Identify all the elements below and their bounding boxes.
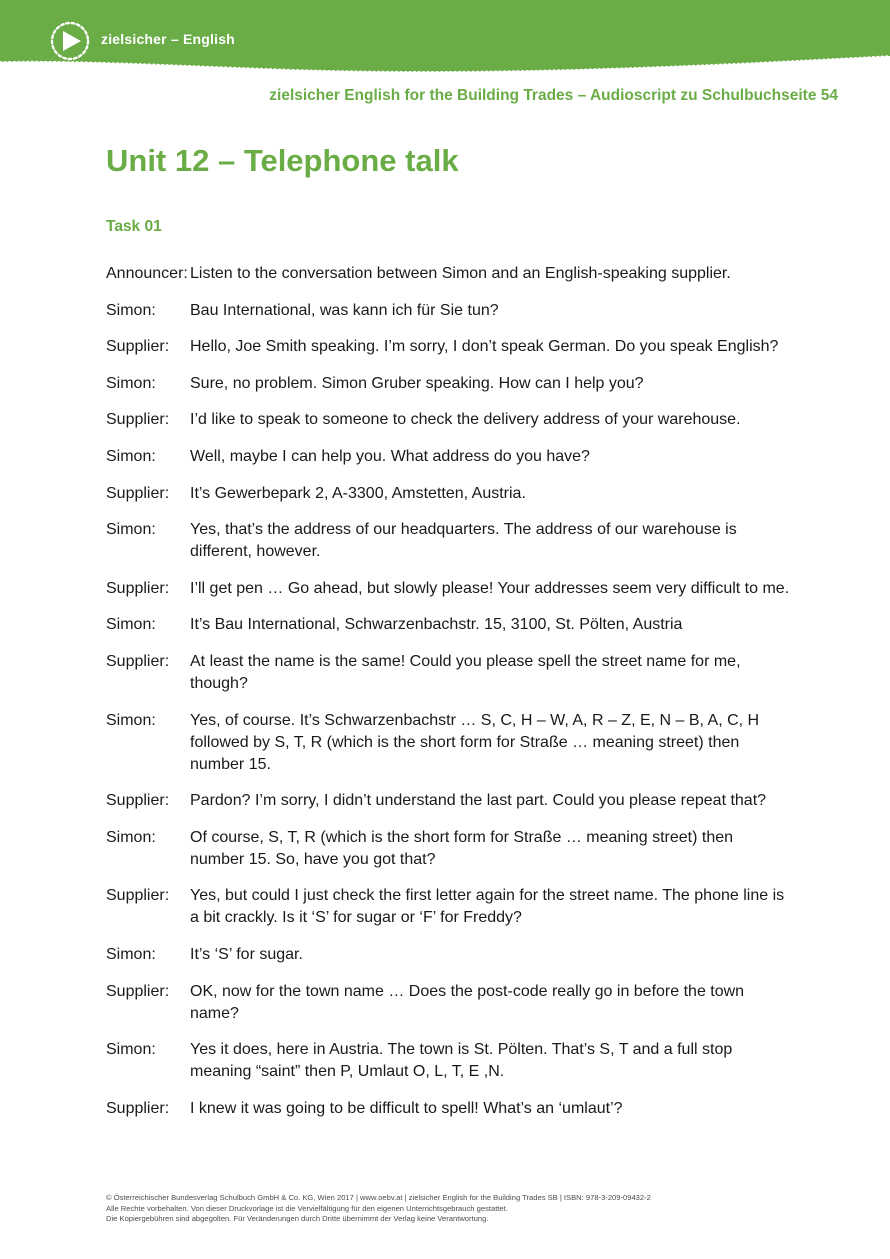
speech-text: It’s Gewerbepark 2, A-3300, Amstetten, Austria.	[190, 484, 526, 502]
speaker-label: Supplier:	[106, 652, 170, 670]
brand-name: zielsicher – English	[101, 31, 235, 47]
speaker-label: Supplier:	[106, 484, 170, 502]
dialogue-line	[106, 827, 806, 871]
copyright-footer	[106, 1193, 846, 1225]
speaker-label: Simon:	[106, 828, 156, 846]
speaker-label: Simon:	[106, 447, 156, 465]
speech-text: Pardon? I’m sorry, I didn’t understand the last part. Could you please repeat that?	[190, 792, 767, 810]
dialogue-line	[106, 614, 806, 636]
dialogue-line	[106, 263, 806, 285]
speech-text: OK, now for the town name … Does the post-code really go in before the town name?	[190, 982, 745, 1022]
dialogue-transcript	[106, 263, 806, 1134]
dialogue-line	[106, 483, 806, 505]
speech-text: I’d like to speak to someone to check the delivery address of your warehouse.	[190, 411, 741, 429]
speech-text: Listen to the conversation between Simon and an English-speaking supplier.	[190, 265, 731, 282]
speaker-label: Simon:	[106, 945, 156, 963]
speech-text: I knew it was going to be difficult to spell! What’s an ‘umlaut’?	[190, 1099, 623, 1117]
dialogue-line	[106, 336, 806, 358]
speaker-label: Simon:	[106, 301, 156, 319]
dialogue-line	[106, 885, 806, 929]
speaker-label: Announcer:	[106, 265, 188, 282]
speech-text: Yes, that’s the address of our headquarters. The address of our warehouse is different, however.	[190, 521, 737, 561]
speech-text: It’s ‘S’ for sugar.	[190, 945, 303, 963]
footer-line-rights: Alle Rechte vorbehalten. Von dieser Druckvorlage ist die Vervielfältigung für den eigenen Unterrichtsgebrauch gestattet.	[106, 1203, 508, 1213]
speaker-label: Supplier:	[106, 982, 170, 1000]
dialogue-line	[106, 446, 806, 468]
document-header-title: zielsicher English for the Building Trades – Audioscript zu Schulbuchseite 54	[269, 87, 838, 104]
dialogue-line	[106, 944, 806, 966]
page-title: Unit 12 – Telephone talk	[106, 143, 459, 178]
speech-text: At least the name is the same! Could you please spell the street name for me, though?	[190, 652, 741, 692]
dialogue-line	[106, 578, 806, 600]
speech-text: Hello, Joe Smith speaking. I’m sorry, I don’t speak German. Do you speak English?	[190, 338, 779, 356]
dialogue-line	[106, 710, 806, 776]
dialogue-line	[106, 300, 806, 322]
speaker-label: Supplier:	[106, 411, 170, 429]
speaker-label: Simon:	[106, 616, 156, 634]
dialogue-line	[106, 790, 806, 812]
speaker-label: Supplier:	[106, 887, 170, 905]
speaker-label: Simon:	[106, 1041, 156, 1059]
dialogue-line	[106, 373, 806, 395]
speech-text: Sure, no problem. Simon Gruber speaking. How can I help you?	[190, 374, 644, 392]
dialogue-line	[106, 519, 806, 563]
dialogue-line	[106, 651, 806, 695]
speech-text: It’s Bau International, Schwarzenbachstr. 15, 3100, St. Pölten, Austria	[190, 616, 683, 634]
dialogue-line	[106, 1039, 806, 1083]
speech-text: Yes, but could I just check the first letter again for the street name. The phone line is a bit crackly. Is it ‘S’ for sugar or ‘F’ for Freddy?	[190, 887, 785, 927]
dialogue-line	[106, 981, 806, 1025]
footer-line-copyright: © Österreichischer Bundesverlag Schulbuch GmbH & Co. KG, Wien 2017 | www.oebv.at | zielsicher English for the Building Trades SB | ISBN: 978-3-209-09432-2	[106, 1193, 651, 1202]
speaker-label: Simon:	[106, 521, 156, 539]
speaker-label: Supplier:	[106, 1099, 170, 1117]
speech-text: I’ll get pen … Go ahead, but slowly please! Your addresses seem very difficult to me.	[190, 579, 790, 597]
speaker-label: Supplier:	[106, 792, 170, 810]
task-label: Task 01	[106, 218, 162, 235]
speech-text: Of course, S, T, R (which is the short form for Straße … meaning street) then number 15. So, have you got that?	[190, 828, 734, 868]
dialogue-line	[106, 409, 806, 431]
speech-text: Yes, of course. It’s Schwarzenbachstr … S, C, H – W, A, R – Z, E, N – B, A, C, H followed by S, T, R (which is the short form for Straße … meaning street) then number 15.	[190, 711, 760, 773]
dialogue-line	[106, 1098, 806, 1120]
speech-text: Yes it does, here in Austria. The town is St. Pölten. That’s S, T and a full stop meaning “saint” then P, Umlaut O, L, T, E ,N.	[190, 1041, 733, 1081]
speaker-label: Simon:	[106, 711, 156, 729]
speaker-label: Supplier:	[106, 579, 170, 597]
speech-text: Bau International, was kann ich für Sie tun?	[190, 301, 499, 319]
speech-text: Well, maybe I can help you. What address do you have?	[190, 447, 590, 465]
speaker-label: Supplier:	[106, 338, 170, 356]
speaker-label: Simon:	[106, 374, 156, 392]
footer-line-fees: Die Kopiergebühren sind abgegolten. Für Veränderungen durch Dritte übernimmt der Verlag keine Verantwortung.	[106, 1214, 489, 1223]
